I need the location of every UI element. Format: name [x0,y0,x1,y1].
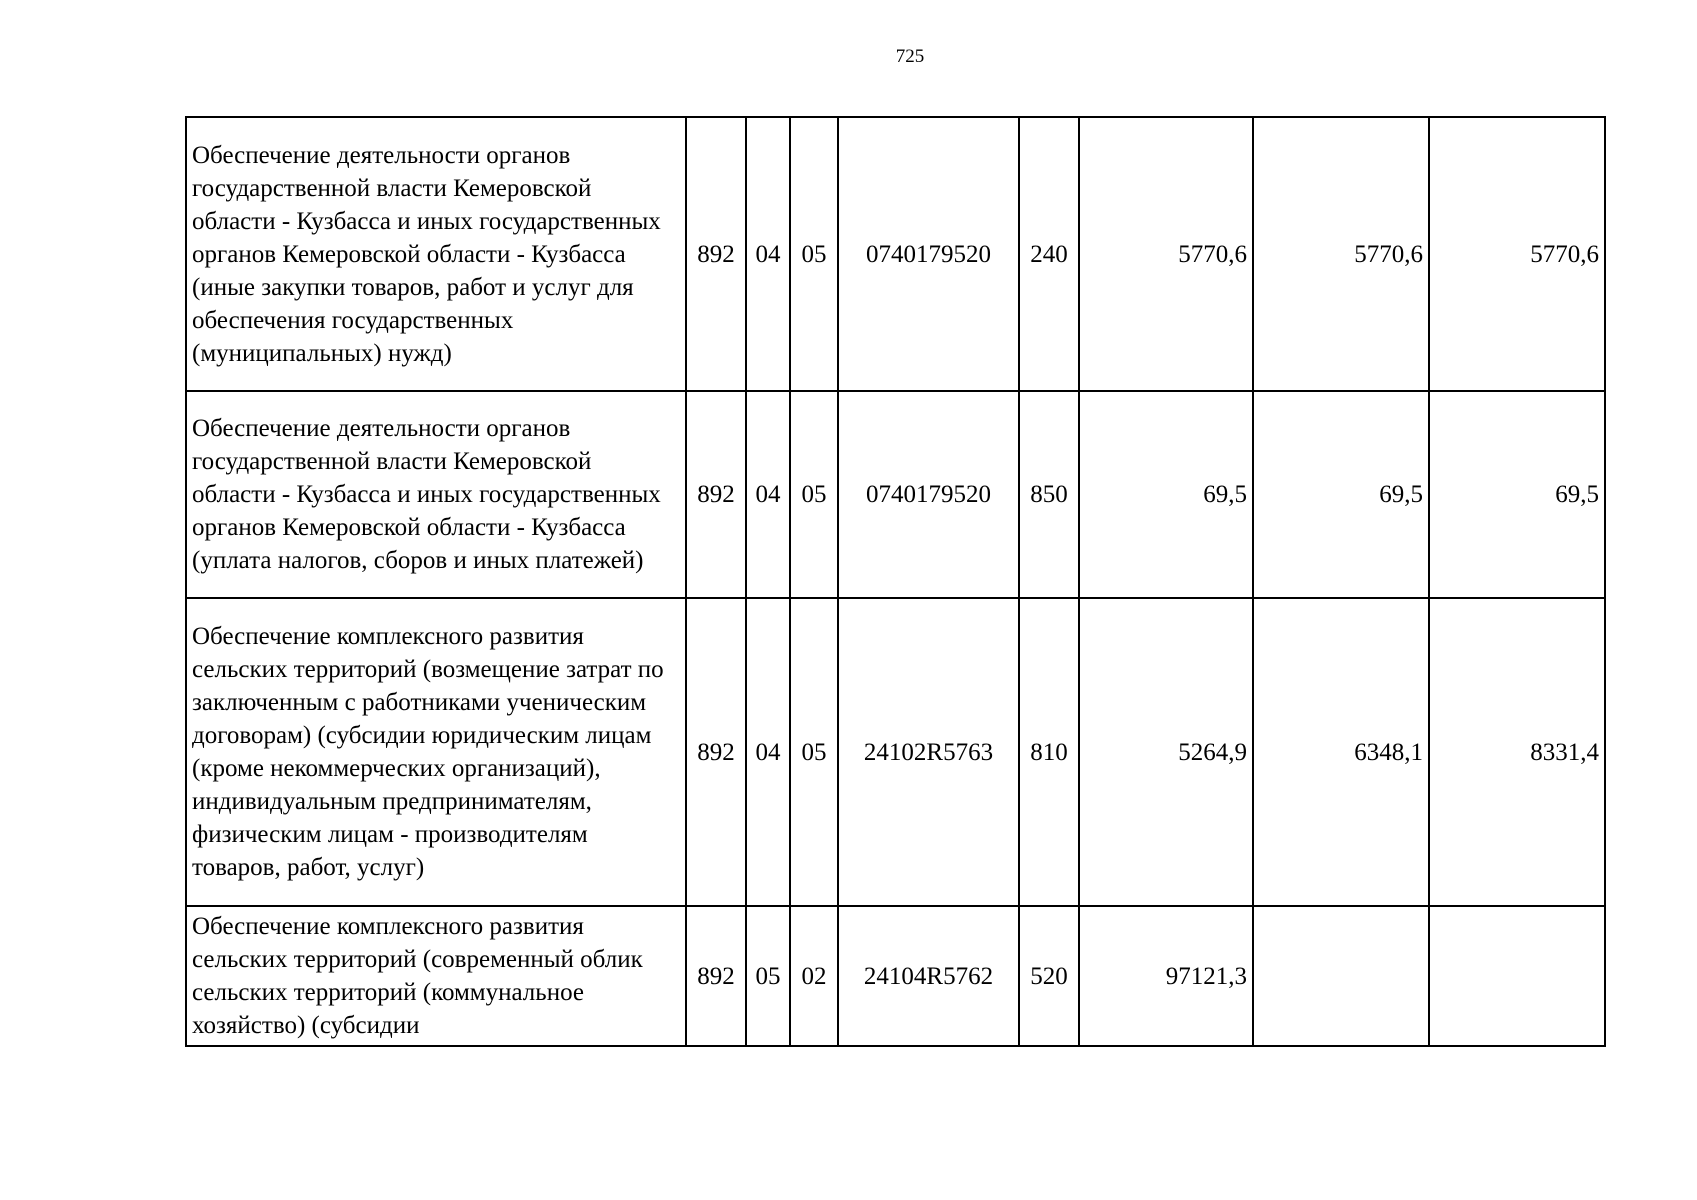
amount-year-1: 69,5 [1079,391,1253,598]
ministry-code: 892 [686,391,746,598]
amount-year-1: 97121,3 [1079,906,1253,1046]
amount-year-3: 8331,4 [1429,598,1605,906]
ministry-code: 892 [686,598,746,906]
target-article-code: 24102R5763 [838,598,1019,906]
amount-year-2 [1253,906,1429,1046]
row-description: Обеспечение комплексного развития сельских территорий (возмещение затрат по заключенным с работниками ученическим договорам) (субсидии юридическим лицам (кроме некоммерческих организаций), индивидуальным предпринимателям, физическим лицам - производителям товаров, работ, услуг) [186,598,686,906]
amount-year-3: 69,5 [1429,391,1605,598]
subsection-code: 05 [790,391,838,598]
target-article-code: 0740179520 [838,117,1019,391]
expense-type-code: 240 [1019,117,1079,391]
target-article-code: 0740179520 [838,391,1019,598]
amount-year-2: 69,5 [1253,391,1429,598]
subsection-code: 02 [790,906,838,1046]
amount-year-3: 5770,6 [1429,117,1605,391]
section-code: 04 [746,391,790,598]
table-row [186,117,1605,391]
target-article-code: 24104R5762 [838,906,1019,1046]
amount-year-2: 6348,1 [1253,598,1429,906]
amount-year-1: 5264,9 [1079,598,1253,906]
table-row [186,598,1605,906]
subsection-code: 05 [790,117,838,391]
expense-type-code: 850 [1019,391,1079,598]
section-code: 04 [746,598,790,906]
page-number: 725 [895,46,925,67]
ministry-code: 892 [686,906,746,1046]
table-row [186,906,1605,1046]
budget-table [185,116,1606,1047]
section-code: 04 [746,117,790,391]
row-description: Обеспечение деятельности органов государственной власти Кемеровской области - Кузбасса и иных государственных органов Кемеровской области - Кузбасса (уплата налогов, сборов и иных платежей) [186,391,686,598]
amount-year-3 [1429,906,1605,1046]
row-description: Обеспечение комплексного развития сельских территорий (современный облик сельских территорий (коммунальное хозяйство) (субсидии [186,906,686,1046]
table-row [186,391,1605,598]
expense-type-code: 810 [1019,598,1079,906]
ministry-code: 892 [686,117,746,391]
row-description: Обеспечение деятельности органов государственной власти Кемеровской области - Кузбасса и иных государственных органов Кемеровской области - Кузбасса (иные закупки товаров, работ и услуг для обеспечения государственных (муниципальных) нужд) [186,117,686,391]
amount-year-1: 5770,6 [1079,117,1253,391]
subsection-code: 05 [790,598,838,906]
amount-year-2: 5770,6 [1253,117,1429,391]
section-code: 05 [746,906,790,1046]
expense-type-code: 520 [1019,906,1079,1046]
